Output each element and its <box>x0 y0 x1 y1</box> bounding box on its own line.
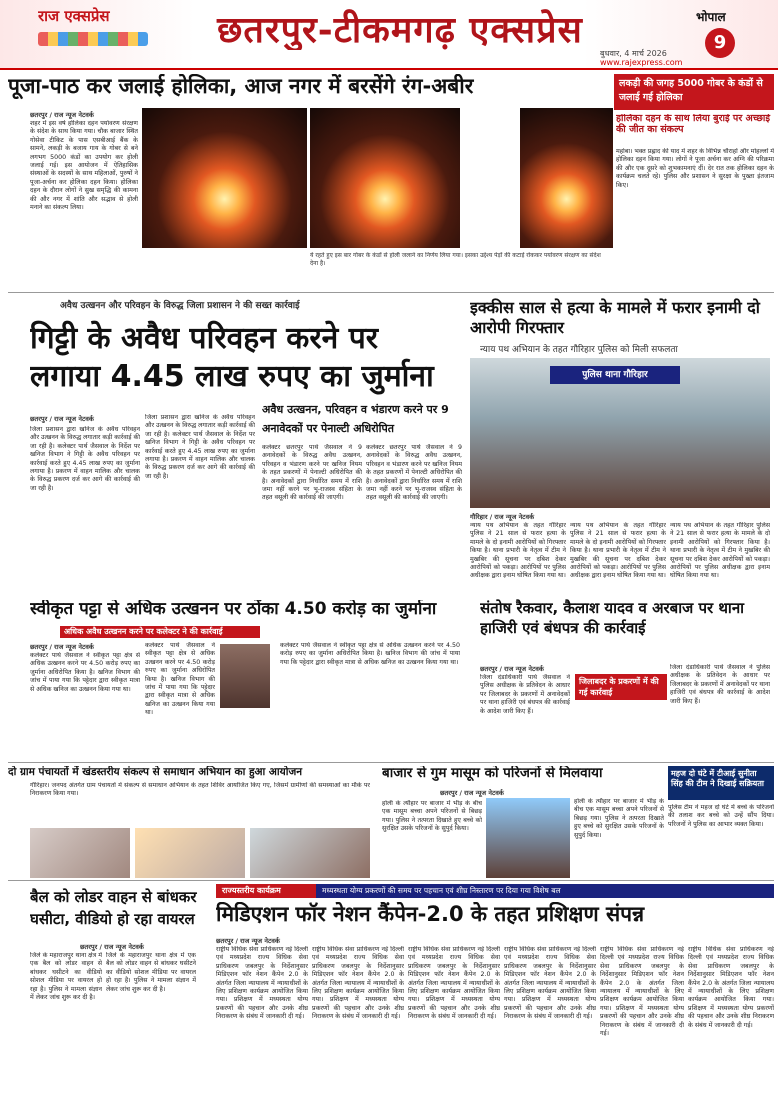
story8-byline: छतरपुर / राज न्यूज नेटवर्क <box>440 789 504 797</box>
story4-byline: गौरिहार / राज न्यूज नेटवर्क <box>470 513 535 521</box>
section-tag: अवैध उत्खनन और परिवहन के विरुद्ध जिला प्रशासन ने की सख्त कार्रवाई <box>60 301 300 311</box>
story6-body: जिला दंडाधिकारी पार्थ जैसवाल ने पुलिस अधीक्षक के प्रतिवेदन के आधार पर जिलाबदर के प्रकरणों में अनावेदकों पर थाना हाजिरी एवं बंधपत्र की कार्रवाई के आदेश जारी किए हैं। <box>480 674 570 715</box>
story10-body-col2: राष्ट्रीय विधिक सेवा प्राधिकरण नई दिल्ली एवं मध्यप्रदेश राज्य विधिक सेवा प्राधिकरण जबलपुर के निर्देशानुसार मिडिएशन फॉर नेशन कैंपेन 2.0 के अंतर्गत जिला न्यायालय में न्यायाधीशों के लिए प्रशिक्षण कार्यक्रम आयोजित किया गया। प्रशिक्षण में मध्यस्थता योग्य प्रकरणों की पहचान और उनके शीघ्र निराकरण के संबंध में जानकारी दी गई। <box>312 946 404 1021</box>
logo-color-strip <box>38 32 148 46</box>
police-station-board: पुलिस थाना गौरिहार <box>550 366 680 384</box>
story9-body-col2: जिले के महाराजपुर थाना क्षेत्र में एक बैल को लोडर वाहन से बांधकर घसीटने का वीडियो सोशल मीडिया पर वायरल हो रहा है। पुलिस ने मामला संज्ञान में लेकर जांच शुरू कर दी है। <box>106 952 196 993</box>
story9-body: जिले के महाराजपुर थाना क्षेत्र में एक बैल को लोडर वाहन से बांधकर घसीटने का वीडियो सोशल मीडिया पर वायरल हो रहा है। पुलिस ने मामला संज्ञान में लेकर जांच शुरू कर दी है। <box>30 952 102 1002</box>
story5-body: कलेक्टर पार्थ जैसवाल ने स्वीकृत पट्टा क्षेत्र से अधिक उत्खनन करने पर 4.50 करोड़ रुपए का जुर्माना अधिरोपित किया है। खनिज विभाग की जांच में पाया गया कि पट्टेदार द्वारा स्वीकृत मात्रा से अधिक खनिज का उत्खनन किया गया था। <box>30 652 140 693</box>
story5-body-col3: कलेक्टर पार्थ जैसवाल ने स्वीकृत पट्टा क्षेत्र से अधिक उत्खनन करने पर 4.50 करोड़ रुपए का जुर्माना अधिरोपित किया है। खनिज विभाग की जांच में पाया गया कि पट्टेदार द्वारा स्वीकृत मात्रा से अधिक खनिज का उत्खनन किया गया था। <box>280 642 460 666</box>
story7-headline: दो ग्राम पंचायतों में खंडस्तरीय संकल्प से समाधान अभियान का हुआ आयोजन <box>8 766 303 778</box>
story1-body: शहर में इस वर्ष होलिका दहन पर्यावरण संरक्षण के संदेश के साथ किया गया। चौक बाजार स्थित गोसेवा टीकिट के पास एसबीआई बैंक के सामने, लकड़ी के बजाय गाय के गोबर से बने लगभग 5000 कंडों का उपयोग कर होली जलाई गई। इस आयोजन में ऐतिहासिक संस्थाओं के सदस्यों के साथ महिलाओं, पुरुषों ने पूजा-अर्चना कर होलिका दहन किया। होलिका दहन के दौरान लोगों ने सुख समृद्धि की कामना की और नगर में शांति और सद्भाव से होली मनाने का संकल्प लिया। <box>30 120 138 212</box>
camp-photo-2 <box>135 828 245 878</box>
story10-kicker-text: मध्यस्थता योग्य प्रकरणों की समय पर पहचान एवं शीघ्र निस्तारण पर दिया गया विशेष बल <box>322 886 561 895</box>
story10-body-col3: राष्ट्रीय विधिक सेवा प्राधिकरण नई दिल्ली एवं मध्यप्रदेश राज्य विधिक सेवा प्राधिकरण जबलपुर के निर्देशानुसार मिडिएशन फॉर नेशन कैंपेन 2.0 के अंतर्गत जिला न्यायालय में न्यायाधीशों के लिए प्रशिक्षण कार्यक्रम आयोजित किया गया। प्रशिक्षण में मध्यस्थता योग्य प्रकरणों की पहचान और उनके शीघ्र निराकरण के संबंध में जानकारी दी गई। <box>408 946 500 1021</box>
story5-headline: स्वीकृत पट्टा से अधिक उत्खनन पर ठोंका 4.50 करोड़ का जुर्माना <box>30 600 437 619</box>
divider <box>8 880 774 881</box>
sidebar1-body: महोबा। भक्त प्रह्लाद की याद में शहर के विभिन्न चौराहों और मोहल्लों में होलिका दहन किया गया। लोगों ने पूजा अर्चना कर अग्नि की परिक्रमा की और एक दूसरे को शुभकामनाएं दीं। देर रात तक होलिका दहन के कार्यक्रम चलते रहे। पुलिस और प्रशासन ने सुरक्षा के पुख्ता इंतजाम किए। <box>616 148 774 189</box>
story5-tag: अधिक अवैध उत्खनन करने पर कलेक्टर ने की कार्रवाई <box>60 626 260 638</box>
story8-body: होली के त्यौहार पर बाजार में भीड़ के बीच एक मासूम बच्चा अपने परिजनों से बिछड़ गया। पुलिस ने तत्परता दिखाते हुए बच्चे को सुरक्षित उसके परिजनों के सुपुर्द किया। <box>382 800 482 833</box>
story3-body-col2: कलेक्टर छतरपुर पार्थ जैसवाल ने 9 अनावेदकों के विरुद्ध अवैध उत्खनन, परिवहन व भंडारण करने पर खनिज नियम के तहत प्रकरणों में पेनाल्टी अधिरोपित की है। अनावेदकों द्वारा निर्धारित समय में राशि जमा नहीं करने पर भू-राजस्व संहिता के तहत वसूली की कार्रवाई की जाएगी। <box>366 444 462 502</box>
story6-tag: जिलाबदर के प्रकरणों में की गई कार्रवाई <box>575 674 667 700</box>
collector-portrait <box>220 644 270 708</box>
divider <box>8 762 774 763</box>
story5-body-col2: कलेक्टर पार्थ जैसवाल ने स्वीकृत पट्टा क्षेत्र से अधिक उत्खनन करने पर 4.50 करोड़ रुपए का जुर्माना अधिरोपित किया है। खनिज विभाग की जांच में पाया गया कि पट्टेदार द्वारा स्वीकृत मात्रा से अधिक खनिज का उत्खनन किया गया था। <box>145 642 215 717</box>
story10-body-col6: राष्ट्रीय विधिक सेवा प्राधिकरण नई दिल्ली एवं मध्यप्रदेश राज्य विधिक सेवा प्राधिकरण जबलपुर के निर्देशानुसार मिडिएशन फॉर नेशन कैंपेन 2.0 के अंतर्गत जिला न्यायालय में न्यायाधीशों के लिए प्रशिक्षण कार्यक्रम आयोजित किया गया। प्रशिक्षण में मध्यस्थता योग्य प्रकरणों की पहचान और उनके शीघ्र निराकरण के संबंध में जानकारी दी गई। <box>688 946 774 1029</box>
camp-photo-1 <box>30 828 130 878</box>
story8-body-col3: होली के त्यौहार पर बाजार में भीड़ के बीच एक मासूम बच्चा अपने परिजनों से बिछड़ गया। पुलिस ने तत्परता दिखाते हुए बच्चे को सुरक्षित उसके परिजनों के सुपुर्द किया। <box>574 798 664 839</box>
story10-body-col5: राष्ट्रीय विधिक सेवा प्राधिकरण नई दिल्ली एवं मध्यप्रदेश राज्य विधिक सेवा प्राधिकरण जबलपुर के निर्देशानुसार मिडिएशन फॉर नेशन कैंपेन 2.0 के अंतर्गत जिला न्यायालय में न्यायाधीशों के लिए प्रशिक्षण कार्यक्रम आयोजित किया गया। प्रशिक्षण में मध्यस्थता योग्य प्रकरणों की पहचान और उनके शीघ्र निराकरण के संबंध में जानकारी दी गई। <box>600 946 684 1038</box>
child-reunion-photo <box>486 798 570 878</box>
story1-byline: छतरपुर / राज न्यूज नेटवर्क <box>30 111 94 119</box>
story10-byline: छतरपुर / राज न्यूज नेटवर्क <box>216 937 280 945</box>
story1-caption: ये रहते हुए इस बार गोबर के कंडों से होली जलाने का निर्णय लिया गया। इसका उद्देश्य पेड़ों की कटाई रोककर पर्यावरण संरक्षण का संदेश देना है। <box>310 252 601 267</box>
story6-body-col3: जिला दंडाधिकारी पार्थ जैसवाल ने पुलिस अधीक्षक के प्रतिवेदन के आधार पर जिलाबदर के प्रकरणों में अनावेदकों पर थाना हाजिरी एवं बंधपत्र की कार्रवाई के आदेश जारी किए हैं। <box>670 664 770 705</box>
story10-kicker-bar <box>216 884 774 898</box>
sidebar1-headline: होलिका दहन के साथ लिया बुराई पर अच्छाई की जीत का संकल्प <box>616 114 771 135</box>
story8-headline: बाजार से गुम मासूम को परिजनों से मिलवाया <box>382 766 603 781</box>
city-label: भोपाल <box>696 10 726 24</box>
story10-kicker: राज्यस्तरीय कार्यक्रम <box>216 884 316 898</box>
story2-body-col2: जिला प्रशासन द्वारा खनिज के अवैध परिवहन और उत्खनन के विरुद्ध लगातार कड़ी कार्रवाई की जा रही है। कलेक्टर पार्थ जैसवाल के निर्देश पर खनिज विभाग ने गिट्टी के अवैध परिवहन पर कार्रवाई करते हुए 4.45 लाख रुपए का जुर्माना लगाया है। प्रकरण में वाहन मालिक और चालक के विरुद्ध प्रकरण दर्ज कर आगे की कार्रवाई की जा रही है। <box>145 414 255 480</box>
edition-title: छतरपुर-टीकमगढ़ एक्सप्रेस <box>217 9 583 50</box>
story3-headline: अवैध उत्खनन, परिवहन व भंडारण करने पर 9 अनावेदकों पर पेनाल्टी अधिरोपित <box>262 403 449 435</box>
story9-byline: छतरपुर / राज न्यूज नेटवर्क <box>80 943 144 951</box>
police-station-photo <box>470 358 770 508</box>
story4-headline: इक्कीस साल से हत्या के मामले में फरार इनामी दो आरोपी गिरफ्तार <box>470 298 760 337</box>
holika-photo-3 <box>520 108 613 248</box>
story9-headline: बैल को लोडर वाहन से बांधकर घसीटा, वीडियो हो रहा वायरल <box>30 888 197 928</box>
story10-headline: मिडिएशन फॉर नेशन कैंपेन-2.0 के तहत प्रशिक्षण संपन्न <box>216 902 645 926</box>
story4-body-col2: न्याय पथ अभियान के तहत गौरिहार पुलिस ने 21 साल से फरार हत्या के मामले के दो इनामी आरोपियों को गिरफ्तार किया है। थाना प्रभारी के नेतृत्व में टीम ने मुखबिर की सूचना पर दबिश देकर आरोपियों को पकड़ा। आरोपियों पर पुलिस अधीक्षक द्वारा इनाम घोषित किया गया था। <box>570 522 666 580</box>
sidebar1-kicker: लकड़ी की जगह 5000 गोबर के कंडों से जलाई गई होलिका <box>614 74 774 110</box>
story3-body: कलेक्टर छतरपुर पार्थ जैसवाल ने 9 अनावेदकों के विरुद्ध अवैध उत्खनन, परिवहन व भंडारण करने पर खनिज नियम के तहत प्रकरणों में पेनाल्टी अधिरोपित की है। अनावेदकों द्वारा निर्धारित समय में राशि जमा नहीं करने पर भू-राजस्व संहिता के तहत वसूली की कार्रवाई की जाएगी। <box>262 444 362 502</box>
divider <box>8 292 774 293</box>
story10-body-col4: राष्ट्रीय विधिक सेवा प्राधिकरण नई दिल्ली एवं मध्यप्रदेश राज्य विधिक सेवा प्राधिकरण जबलपुर के निर्देशानुसार मिडिएशन फॉर नेशन कैंपेन 2.0 के अंतर्गत जिला न्यायालय में न्यायाधीशों के लिए प्रशिक्षण कार्यक्रम आयोजित किया गया। प्रशिक्षण में मध्यस्थता योग्य प्रकरणों की पहचान और उनके शीघ्र निराकरण के संबंध में जानकारी दी गई। <box>504 946 596 1021</box>
story4-subhead: न्याय पथ अभियान के तहत गौरिहार पुलिस को मिली सफलता <box>480 345 678 354</box>
story1-headline: पूजा-पाठ कर जलाई होलिका, आज नगर में बरसेंगे रंग-अबीर <box>8 74 474 98</box>
story2-byline: छतरपुर / राज न्यूज नेटवर्क <box>30 415 94 423</box>
camp-photo-3 <box>250 828 370 878</box>
story4-body-col3: न्याय पथ अभियान के तहत गौरिहार पुलिस ने 21 साल से फरार हत्या के मामले के दो इनामी आरोपियों को गिरफ्तार किया है। थाना प्रभारी के नेतृत्व में टीम ने मुखबिर की सूचना पर दबिश देकर आरोपियों को पकड़ा। आरोपियों पर पुलिस अधीक्षक द्वारा इनाम घोषित किया गया था। <box>670 522 770 580</box>
date-line: बुधवार, 4 मार्च 2026 <box>600 49 667 58</box>
story8-sidebar-body: पुलिस टीम ने महज दो घंटे में बच्चे के परिजनों की तलाश कर बच्चे को उन्हें सौंप दिया। परिजनों ने पुलिस का आभार व्यक्त किया। <box>668 804 774 828</box>
story5-byline: छतरपुर / राज न्यूज नेटवर्क <box>30 643 94 651</box>
story2-headline: गिट्टी के अवैध परिवहन करने पर लगाया 4.45 लाख रुपए का जुर्माना <box>30 321 434 394</box>
story6-headline: संतोष रैकवार, कैलाश यादव व अरबाज पर थाना हाजिरी एवं बंधपत्र की कार्रवाई <box>480 599 745 637</box>
holika-photo-1 <box>142 108 307 248</box>
masthead <box>0 0 778 70</box>
website-url: www.rajexpress.com <box>600 58 683 67</box>
story10-body: राष्ट्रीय विधिक सेवा प्राधिकरण नई दिल्ली एवं मध्यप्रदेश राज्य विधिक सेवा प्राधिकरण जबलपुर के निर्देशानुसार मिडिएशन फॉर नेशन कैंपेन 2.0 के अंतर्गत जिला न्यायालय में न्यायाधीशों के लिए प्रशिक्षण कार्यक्रम आयोजित किया गया। प्रशिक्षण में मध्यस्थता योग्य प्रकरणों की पहचान और उनके शीघ्र निराकरण के संबंध में जानकारी दी गई। <box>216 946 308 1021</box>
paper-logo <box>38 6 158 50</box>
story2-body: जिला प्रशासन द्वारा खनिज के अवैध परिवहन और उत्खनन के विरुद्ध लगातार कड़ी कार्रवाई की जा रही है। कलेक्टर पार्थ जैसवाल के निर्देश पर खनिज विभाग ने गिट्टी के अवैध परिवहन पर कार्रवाई करते हुए 4.45 लाख रुपए का जुर्माना लगाया है। प्रकरण में वाहन मालिक और चालक के विरुद्ध प्रकरण दर्ज कर आगे की कार्रवाई की जा रही है। <box>30 426 140 492</box>
story4-body: न्याय पथ अभियान के तहत गौरिहार पुलिस ने 21 साल से फरार हत्या के मामले के दो इनामी आरोपियों को गिरफ्तार किया है। थाना प्रभारी के नेतृत्व में टीम ने मुखबिर की सूचना पर दबिश देकर आरोपियों को पकड़ा। आरोपियों पर पुलिस अधीक्षक द्वारा इनाम घोषित किया गया था। <box>470 522 566 580</box>
page-number-badge: 9 <box>705 28 735 58</box>
holika-photo-2 <box>310 108 460 248</box>
logo-text: राज एक्सप्रेस <box>38 7 110 25</box>
story8-sidebar-kicker: महज दो घंटे में टीआई सुनीता सिंह की टीम ने दिखाई सक्रियता <box>668 766 774 800</box>
story7-body: गौरिहार। जनपद अंतर्गत ग्राम पंचायतों में संकल्प से समाधान अभियान के तहत शिविर आयोजित किए गए, जिसमें ग्रामीणों की समस्याओं का मौके पर निराकरण किया गया। <box>30 782 370 798</box>
story6-byline: छतरपुर / राज न्यूज नेटवर्क <box>480 665 544 673</box>
